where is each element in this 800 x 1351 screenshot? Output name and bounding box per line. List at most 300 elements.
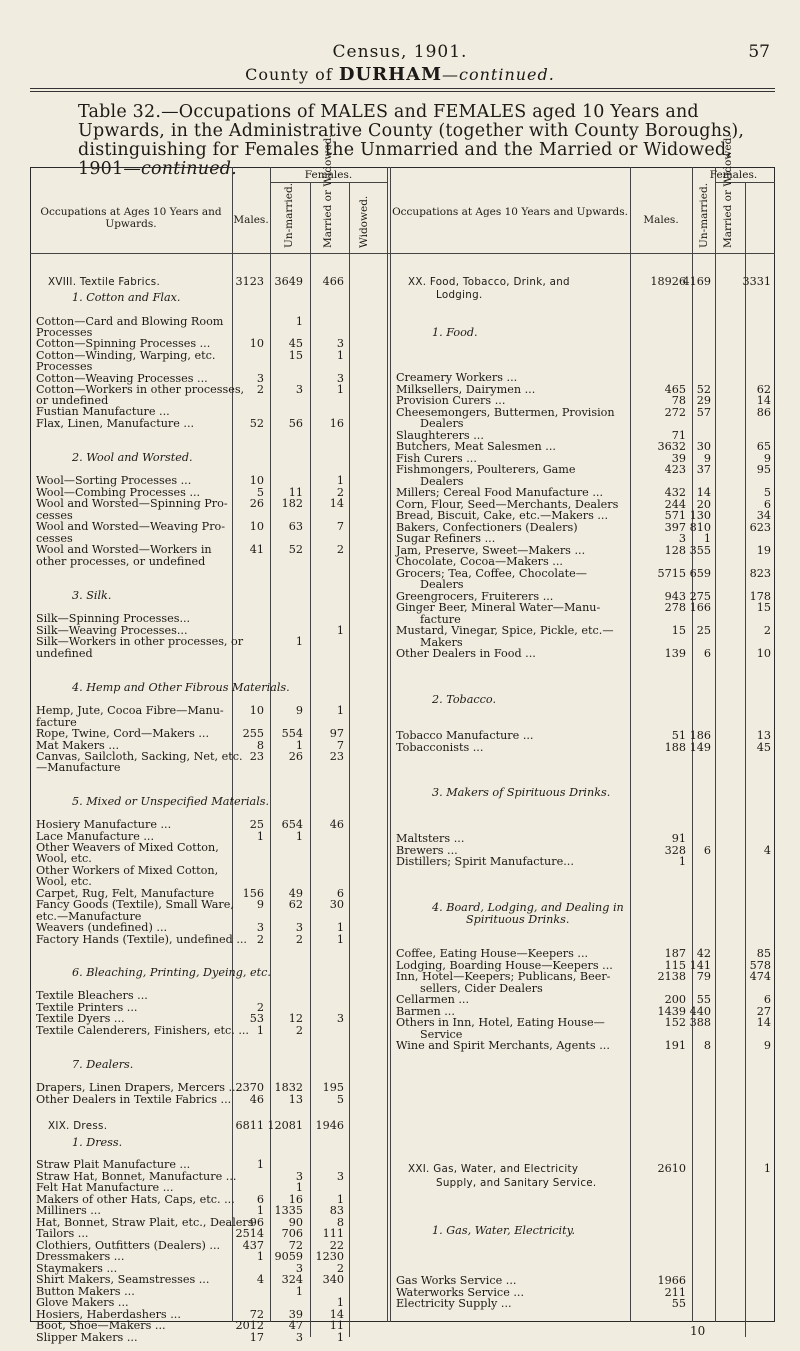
married-widowed-value: 9	[763, 1039, 771, 1052]
occupation-label: Wool and Worsted—Weaving Pro-	[36, 520, 226, 533]
county-heading	[0, 64, 800, 85]
married-widowed-value: 4	[763, 844, 771, 857]
occupation-label: 1. Food.	[432, 326, 478, 339]
occupation-label: Fishmongers, Poulterers, Game	[396, 463, 576, 476]
unmarried-value: 55	[696, 993, 711, 1006]
occupation-label: Cotton—Workers in other processes,	[36, 383, 245, 396]
table-row	[0, 1040, 800, 1052]
males-value: 571	[664, 509, 686, 522]
occupation-label: Sugar Refiners ...	[396, 532, 496, 545]
table-row	[0, 464, 800, 476]
unmarried-value: 8	[703, 1039, 711, 1052]
table-row	[0, 602, 800, 614]
unmarried-value: 1	[295, 1181, 303, 1194]
col-header-widowed: Widowed.	[358, 195, 370, 248]
males-value: 17	[249, 1331, 264, 1344]
unmarried-value: 659	[689, 567, 711, 580]
occupation-label: Canvas, Sailcloth, Sacking, Net, etc.	[36, 750, 243, 763]
occupation-label: Greengrocers, Fruiterers ...	[396, 590, 554, 603]
unmarried-value: 15	[288, 349, 303, 362]
males-value: 41	[249, 543, 264, 556]
males-value: 15	[671, 624, 686, 637]
males-value: 51	[671, 729, 686, 742]
males-value: 3123	[235, 275, 264, 288]
married-widowed-value: 1	[336, 1331, 344, 1344]
occupation-label: Hemp, Jute, Cocoa Fibre—Manu-	[36, 704, 224, 717]
married-widowed-value: 1946	[315, 1119, 344, 1132]
table-row	[0, 762, 800, 774]
table-row	[0, 1225, 800, 1237]
married-widowed-value: 7	[336, 739, 344, 752]
occupation-label: Lace Manufacture ...	[36, 830, 155, 843]
males-value: 191	[664, 1039, 686, 1052]
occupation-label: Slipper Makers ...	[36, 1331, 138, 1344]
married-widowed-value: 11	[329, 1319, 344, 1332]
unmarried-value: 63	[288, 520, 303, 533]
unmarried-value: 3649	[274, 275, 303, 288]
footer-number: 10	[690, 1324, 706, 1338]
unmarried-value: 3	[295, 1170, 303, 1183]
unmarried-value: 9	[295, 704, 303, 717]
occupation-label: 1. Cotton and Flax.	[72, 291, 181, 304]
males-value: 55	[671, 1297, 686, 1310]
married-widowed-value: 14	[756, 1016, 771, 1029]
occupation-label: Others in Inn, Hotel, Eating House—	[396, 1016, 605, 1029]
unmarried-value: 149	[689, 741, 711, 754]
males-value: 2370	[235, 1081, 264, 1094]
males-value: 255	[242, 727, 264, 740]
unmarried-value: 554	[281, 727, 303, 740]
occupation-label: 2. Wool and Worsted.	[72, 451, 193, 464]
table-row	[0, 276, 800, 288]
males-value: 8	[256, 739, 264, 752]
unmarried-value: 42	[696, 947, 711, 960]
unmarried-value: 49	[288, 887, 303, 900]
table-row	[0, 682, 800, 694]
married-widowed-value: 1	[336, 624, 344, 637]
married-widowed-value: 1	[336, 349, 344, 362]
occupation-label: 7. Dealers.	[72, 1058, 134, 1071]
occupation-label: Shirt Makers, Seamstresses ...	[36, 1273, 210, 1286]
married-widowed-value: 2	[336, 486, 344, 499]
occupation-label: 6. Bleaching, Printing, Dyeing, etc.	[72, 966, 271, 979]
unmarried-value: 12	[288, 1012, 303, 1025]
occupation-label: Distillers; Spirit Manufacture...	[396, 855, 574, 868]
occupation-label: sellers, Cider Dealers	[420, 982, 543, 995]
occupation-label: Other Weavers of Mixed Cotton,	[36, 841, 219, 854]
header-rule	[30, 88, 775, 89]
males-value: 3	[678, 532, 686, 545]
married-widowed-value: 1	[336, 933, 344, 946]
occupation-label: Wine and Spirit Merchants, Agents ...	[396, 1039, 610, 1052]
unmarried-value: 3	[295, 383, 303, 396]
males-value: 2	[256, 1001, 264, 1014]
married-widowed-value: 16	[329, 417, 344, 430]
males-value: 78	[671, 394, 686, 407]
unmarried-value: 1	[295, 1285, 303, 1298]
married-widowed-value: 1	[336, 1193, 344, 1206]
occupation-label: Gas Works Service ...	[396, 1274, 517, 1287]
males-value: 115	[664, 959, 686, 972]
table-row	[0, 648, 800, 660]
occupation-label: Milksellers, Dairymen ...	[396, 383, 536, 396]
males-value: 139	[664, 647, 686, 660]
occupation-label: Processes	[36, 360, 93, 373]
unmarried-value: 3	[295, 1331, 303, 1344]
occupation-label: Maltsters ...	[396, 832, 465, 845]
unmarried-value: 6	[703, 647, 711, 660]
table-row	[0, 971, 800, 983]
males-value: 71	[671, 429, 686, 442]
occupation-label: Corn, Flour, Seed—Merchants, Dealers	[396, 498, 619, 511]
occupation-label: undefined	[36, 647, 93, 660]
married-widowed-value: 46	[329, 818, 344, 831]
occupation-label: Silk—Workers in other processes, or	[36, 635, 244, 648]
unmarried-value: 9	[703, 452, 711, 465]
unmarried-value: 1	[295, 830, 303, 843]
occupation-label: cesses	[36, 532, 73, 545]
occupation-label: XIX. Dress.	[48, 1120, 108, 1132]
unmarried-value: 45	[288, 337, 303, 350]
married-widowed-value: 1	[763, 1162, 771, 1175]
occupation-label: Fustian Manufacture ...	[36, 405, 170, 418]
married-widowed-value: 34	[756, 509, 771, 522]
unmarried-value: 29	[696, 394, 711, 407]
males-value: 4	[256, 1273, 264, 1286]
males-value: 6	[256, 1193, 264, 1206]
unmarried-value: 1335	[274, 1204, 303, 1217]
occupation-label: Provision Curers ...	[396, 394, 506, 407]
males-value: 96	[249, 1216, 264, 1229]
males-value: 46	[249, 1093, 264, 1106]
unmarried-value: 440	[689, 1005, 711, 1018]
occupation-label: Ginger Beer, Mineral Water—Manu-	[396, 601, 601, 614]
occupation-label: Boot, Shoe—Makers ...	[36, 1319, 166, 1332]
occupation-label: Drapers, Linen Drapers, Mercers ...	[36, 1081, 240, 1094]
occupation-label: other processes, or undefined	[36, 555, 206, 568]
occupation-label: Barmen ...	[396, 1005, 455, 1018]
married-widowed-value: 62	[756, 383, 771, 396]
occupation-label: Wool and Worsted—Spinning Pro-	[36, 497, 228, 510]
males-value: 5715	[657, 567, 686, 580]
males-value: 2012	[235, 1319, 264, 1332]
unmarried-value: 37	[696, 463, 711, 476]
occupation-label: Glove Makers ...	[36, 1296, 129, 1309]
married-widowed-value: 9	[763, 452, 771, 465]
married-widowed-value: 578	[749, 959, 771, 972]
occupation-label: Supply, and Sanitary Service.	[436, 1177, 597, 1189]
unmarried-value: 1	[295, 739, 303, 752]
married-widowed-value: 3331	[742, 275, 771, 288]
unmarried-value: 3	[295, 921, 303, 934]
table-row	[0, 1120, 800, 1132]
males-value: 128	[664, 544, 686, 557]
unmarried-value: 810	[689, 521, 711, 534]
unmarried-value: 62	[288, 898, 303, 911]
unmarried-value: 52	[288, 543, 303, 556]
males-value: 1	[256, 830, 264, 843]
occupation-label: Tobacconists ...	[396, 741, 484, 754]
married-widowed-value: 1	[336, 704, 344, 717]
married-widowed-value: 1	[336, 921, 344, 934]
occupation-label: Brewers ...	[396, 844, 458, 857]
occupation-label: Other Workers of Mixed Cotton,	[36, 864, 219, 877]
married-widowed-value: 10	[756, 647, 771, 660]
males-value: 2514	[235, 1227, 264, 1240]
males-value: 10	[249, 520, 264, 533]
unmarried-value: 26	[288, 750, 303, 763]
married-widowed-value: 19	[756, 544, 771, 557]
married-widowed-value: 6	[336, 887, 344, 900]
unmarried-value: 56	[288, 417, 303, 430]
married-widowed-value: 1230	[315, 1250, 344, 1263]
occupation-label: Textile Dyers ...	[36, 1012, 125, 1025]
occupation-label: Textile Bleachers ...	[36, 989, 148, 1002]
married-widowed-value: 85	[756, 947, 771, 960]
males-value: 272	[664, 406, 686, 419]
married-widowed-value: 27	[756, 1005, 771, 1018]
header-bottom-rule	[30, 253, 775, 254]
col-header-males: Males.	[233, 214, 269, 226]
table-row	[0, 1298, 800, 1310]
occupation-label: XX. Food, Tobacco, Drink, and	[408, 276, 570, 288]
married-widowed-value: 65	[756, 440, 771, 453]
married-widowed-value: 5	[336, 1093, 344, 1106]
males-value: 156	[242, 887, 264, 900]
occupation-label: 1. Gas, Water, Electricity.	[432, 1224, 576, 1237]
occupation-label: Chocolate, Cocoa—Makers ...	[396, 555, 563, 568]
occupation-label: Dealers	[420, 417, 464, 430]
occupation-label: cesses	[36, 509, 73, 522]
married-widowed-value: 474	[749, 970, 771, 983]
unmarried-value: 3	[295, 1262, 303, 1275]
page-title: Census, 1901.	[332, 42, 468, 62]
unmarried-value: 706	[281, 1227, 303, 1240]
occupation-label: Slaughterers ...	[396, 429, 484, 442]
married-widowed-value: 1	[336, 383, 344, 396]
occupation-label: Hosiery Manufacture ...	[36, 818, 172, 831]
occupation-label: Dealers	[420, 578, 464, 591]
unmarried-value: 182	[281, 497, 303, 510]
married-widowed-value: 7	[336, 520, 344, 533]
males-value: 3	[256, 372, 264, 385]
col-header-unmarried-right: Un-married.	[698, 182, 710, 248]
occupation-label: 2. Tobacco.	[432, 693, 497, 706]
occupation-label: Wool and Worsted—Workers in	[36, 543, 212, 556]
occupation-label: Flax, Linen, Manufacture ...	[36, 417, 195, 430]
males-value: 244	[664, 498, 686, 511]
occupation-label: Grocers; Tea, Coffee, Chocolate—	[396, 567, 587, 580]
married-widowed-value: 15	[756, 601, 771, 614]
occupation-label: Mat Makers ...	[36, 739, 120, 752]
males-value: 3	[256, 921, 264, 934]
married-widowed-value: 111	[322, 1227, 344, 1240]
occupation-label: Service	[420, 1028, 463, 1041]
unmarried-value: 141	[689, 959, 711, 972]
males-value: 2	[256, 933, 264, 946]
married-widowed-value: 95	[756, 463, 771, 476]
occupation-label: Bakers, Confectioners (Dealers)	[396, 521, 578, 534]
table-row	[0, 739, 800, 754]
occupation-label: Waterworks Service ...	[396, 1286, 525, 1299]
col-header-females: Females.	[304, 169, 353, 181]
unmarried-value: 654	[281, 818, 303, 831]
occupation-label: Inn, Hotel—Keepers; Publicans, Beer-	[396, 970, 611, 983]
unmarried-value: 14	[696, 486, 711, 499]
unmarried-value: 16	[288, 1193, 303, 1206]
occupation-label: Creamery Workers ...	[396, 371, 518, 384]
unmarried-value: 6	[703, 844, 711, 857]
occupation-label: 4. Board, Lodging, and Dealing in	[432, 901, 624, 914]
occupation-label: Bread, Biscuit, Cake, etc.—Makers ...	[396, 509, 609, 522]
occupation-label: Tobacco Manufacture ...	[396, 729, 534, 742]
table-row	[0, 327, 800, 339]
married-widowed-value: 6	[763, 993, 771, 1006]
married-widowed-value: 30	[329, 898, 344, 911]
males-value: 328	[664, 844, 686, 857]
married-widowed-value: 23	[329, 750, 344, 763]
occupation-label: Wool, etc.	[36, 852, 92, 865]
occupation-label: Textile Printers ...	[36, 1001, 138, 1014]
col-header-females-right: Females.	[709, 169, 758, 181]
males-value: 3632	[657, 440, 686, 453]
occupation-label: Wool—Sorting Processes ...	[36, 474, 192, 487]
males-value: 9	[256, 898, 264, 911]
married-widowed-value: 5	[763, 486, 771, 499]
occupation-label: Jam, Preserve, Sweet—Makers ...	[396, 544, 586, 557]
occupation-label: Cotton—Spinning Processes ...	[36, 337, 211, 350]
occupation-label: Cheesemongers, Buttermen, Provision	[396, 406, 615, 419]
males-value: 200	[664, 993, 686, 1006]
occupation-label: Factory Hands (Textile), undefined ...	[36, 933, 247, 946]
unmarried-value: 1	[295, 635, 303, 648]
unmarried-value: 13	[288, 1093, 303, 1106]
occupation-label: Weavers (undefined) ...	[36, 921, 168, 934]
males-value: 943	[664, 590, 686, 603]
occupation-label: 1. Dress.	[72, 1136, 123, 1149]
caption-text: Table 32.—Occupations of MALES and FEMALES aged 10 Years and Upwards, in the Administrative County (together with County Boroughs), distinguishing for Females the Unmarried and	[78, 102, 745, 160]
males-value: 437	[242, 1239, 264, 1252]
col-header-males-right: Males.	[643, 214, 679, 226]
occupation-label: XVIII. Textile Fabrics.	[48, 276, 161, 288]
occupation-label: Milliners ...	[36, 1204, 101, 1217]
males-value: 25	[249, 818, 264, 831]
unmarried-value: 1	[703, 532, 711, 545]
unmarried-value: 9059	[274, 1250, 303, 1263]
unmarried-value: 130	[689, 509, 711, 522]
col-header-married: Married or Widowed.	[322, 134, 334, 248]
married-widowed-value: 6	[763, 498, 771, 511]
married-widowed-value: 823	[749, 567, 771, 580]
occupation-label: Rope, Twine, Cord—Makers ...	[36, 727, 210, 740]
occupation-label: Carpet, Rug, Felt, Manufacture	[36, 887, 215, 900]
males-value: 18926	[650, 275, 686, 288]
caption-continued: continued.	[141, 159, 237, 179]
occupation-label: Makers of other Hats, Caps, etc. ...	[36, 1193, 235, 1206]
married-widowed-value: 97	[329, 727, 344, 740]
table-row	[0, 902, 800, 914]
county-name: DURHAM	[338, 64, 442, 85]
males-value: 10	[249, 704, 264, 717]
married-widowed-value: 14	[756, 394, 771, 407]
married-widowed-value: 22	[329, 1239, 344, 1252]
occupation-label: Staymakers ...	[36, 1262, 118, 1275]
unmarried-value: 186	[689, 729, 711, 742]
unmarried-value: 72	[288, 1239, 303, 1252]
males-value: 26	[249, 497, 264, 510]
unmarried-value: 11	[288, 486, 303, 499]
unmarried-value: 2	[295, 1024, 303, 1037]
married-widowed-value: 86	[756, 406, 771, 419]
males-value: 1	[678, 855, 686, 868]
unmarried-value: 79	[696, 970, 711, 983]
occupation-label: Straw Hat, Bonnet, Manufacture ...	[36, 1170, 237, 1183]
males-value: 10	[249, 474, 264, 487]
married-widowed-value: 13	[756, 729, 771, 742]
unmarried-value: 39	[288, 1308, 303, 1321]
unmarried-value: 2	[295, 933, 303, 946]
unmarried-value: 275	[689, 590, 711, 603]
unmarried-value: 324	[281, 1273, 303, 1286]
occupation-label: Button Makers ...	[36, 1285, 135, 1298]
occupation-label: Lodging.	[436, 289, 483, 301]
married-widowed-value: 466	[322, 275, 344, 288]
occupation-label: Lodging, Boarding House—Keepers ...	[396, 959, 613, 972]
unmarried-value: 52	[696, 383, 711, 396]
table-row	[0, 289, 800, 301]
occupation-label: Textile Calenderers, Finishers, etc. ...	[36, 1024, 249, 1037]
occupation-label: 3. Silk.	[72, 589, 112, 602]
occupation-label: 5. Mixed or Unspecified Materials.	[72, 795, 270, 808]
married-widowed-value: 1	[336, 1296, 344, 1309]
table-row	[0, 914, 800, 926]
males-value: 187	[664, 947, 686, 960]
married-widowed-value: 1	[336, 474, 344, 487]
males-value: 152	[664, 1016, 686, 1029]
county-prefix: County of	[245, 65, 333, 84]
occupation-label: XXI. Gas, Water, and Electricity	[408, 1163, 579, 1175]
males-value: 52	[249, 417, 264, 430]
married-widowed-value: 14	[329, 1308, 344, 1321]
married-widowed-value: 83	[329, 1204, 344, 1217]
occupation-label: Spirituous Drinks.	[466, 913, 570, 926]
unmarried-value: 20	[696, 498, 711, 511]
males-value: 6811	[235, 1119, 264, 1132]
unmarried-value: 355	[689, 544, 711, 557]
males-value: 72	[249, 1308, 264, 1321]
males-value: 1	[256, 1204, 264, 1217]
married-widowed-value: 8	[336, 1216, 344, 1229]
males-value: 2	[256, 383, 264, 396]
occupation-label: Fancy Goods (Textile), Small Ware,	[36, 898, 234, 911]
occupation-label: Coffee, Eating House—Keepers ...	[396, 947, 589, 960]
males-value: 5	[256, 486, 264, 499]
males-value: 188	[664, 741, 686, 754]
occupation-label: Silk—Spinning Processes...	[36, 612, 191, 625]
unmarried-value: 25	[696, 624, 711, 637]
males-value: 1	[256, 1250, 264, 1263]
table-row	[0, 787, 800, 799]
occupation-label: Fish Curers ...	[396, 452, 477, 465]
married-widowed-value: 2	[336, 543, 344, 556]
males-value: 432	[664, 486, 686, 499]
unmarried-value: 1832	[274, 1081, 303, 1094]
occupation-label: Other Dealers in Food ...	[396, 647, 536, 660]
males-value: 91	[671, 832, 686, 845]
table-row	[0, 1094, 800, 1106]
occupation-label: Processes	[36, 326, 93, 339]
married-widowed-value: 3	[336, 1170, 344, 1183]
